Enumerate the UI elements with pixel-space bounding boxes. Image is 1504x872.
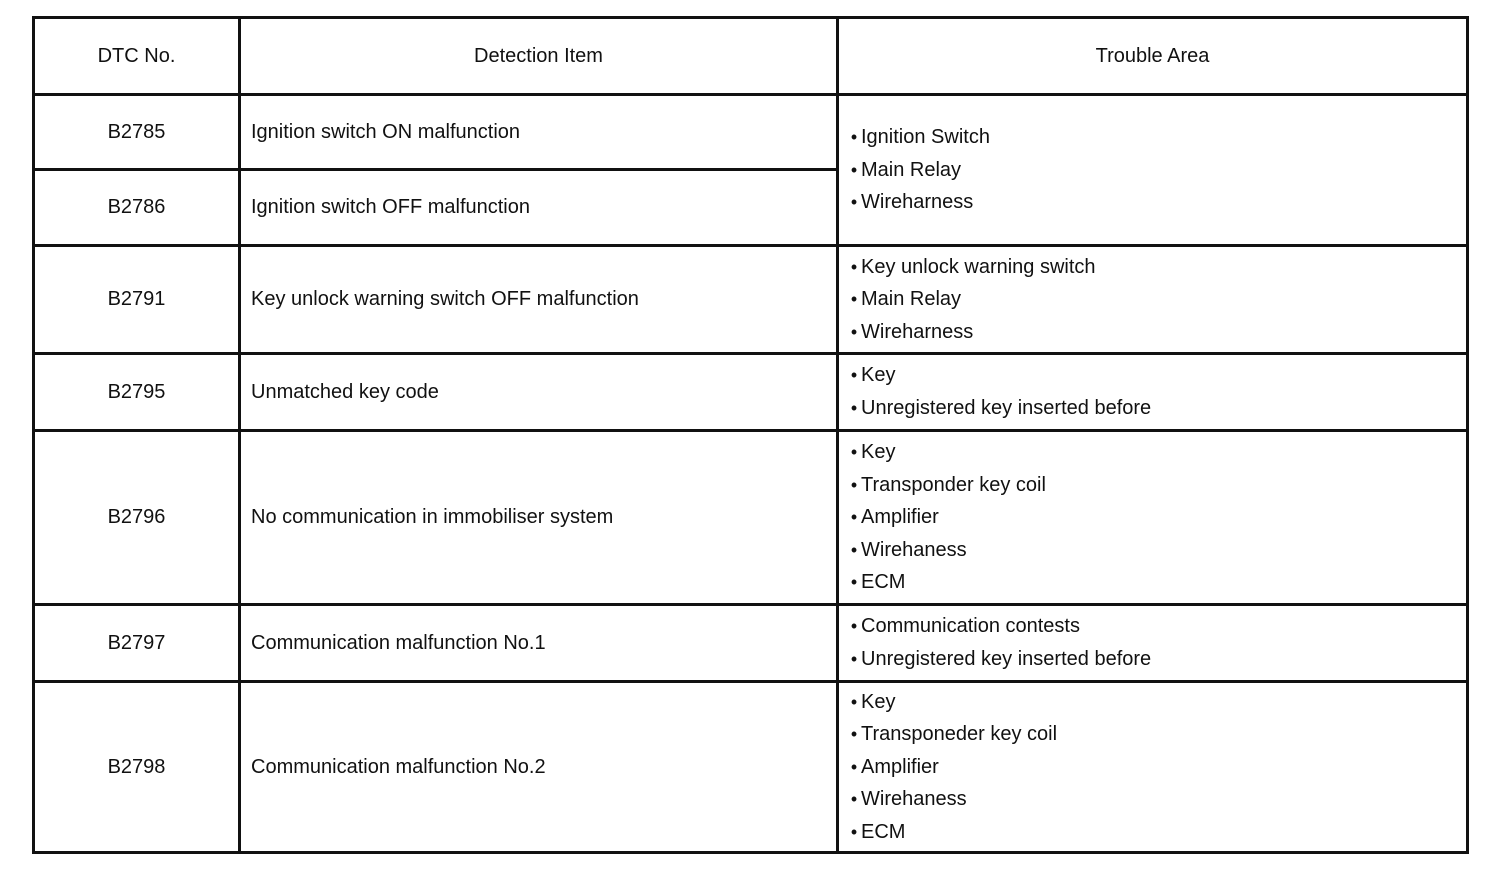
list-item: • Wirehaness: [847, 783, 1466, 816]
list-item: • Main Relay: [847, 154, 1466, 187]
table-row: [34, 431, 1468, 605]
detection-item: Unmatched key code: [240, 354, 838, 431]
trouble-area-list: [847, 359, 1466, 424]
list-item: • Wirehaness: [847, 534, 1466, 567]
table-row: [34, 605, 1468, 682]
detection-item: Key unlock warning switch OFF malfunction: [240, 246, 838, 354]
trouble-area: [838, 682, 1468, 853]
list-item: • Communication contests: [847, 610, 1466, 643]
list-item: • Amplifier: [847, 501, 1466, 534]
list-item: • ECM: [847, 566, 1466, 599]
header-detection-item: Detection Item: [240, 18, 838, 95]
trouble-area: [838, 605, 1468, 682]
trouble-area: [838, 246, 1468, 354]
table-row: [34, 246, 1468, 354]
detection-item: Ignition switch OFF malfunction: [240, 170, 838, 246]
list-item: • Unregistered key inserted before: [847, 643, 1466, 676]
list-item: • Transponder key coil: [847, 469, 1466, 502]
dtc-code: B2798: [34, 682, 240, 853]
table-row: [34, 95, 1468, 170]
table-row: [34, 682, 1468, 853]
dtc-table: [32, 16, 1469, 854]
detection-item: Communication malfunction No.2: [240, 682, 838, 853]
list-item: • Main Relay: [847, 283, 1466, 316]
table-row: [34, 354, 1468, 431]
header-dtc-no: DTC No.: [34, 18, 240, 95]
trouble-area-list: [847, 121, 1466, 219]
list-item: • Ignition Switch: [847, 121, 1466, 154]
list-item: • Key: [847, 686, 1466, 719]
list-item: • Transponeder key coil: [847, 718, 1466, 751]
list-item: • Key unlock warning switch: [847, 251, 1466, 284]
list-item: • Key: [847, 359, 1466, 392]
dtc-code: B2795: [34, 354, 240, 431]
trouble-area-list: [847, 251, 1466, 349]
trouble-area: [838, 431, 1468, 605]
list-item: • Amplifier: [847, 751, 1466, 784]
header-trouble-area: Trouble Area: [838, 18, 1468, 95]
header-row: [34, 18, 1468, 95]
trouble-area-list: [847, 436, 1466, 599]
trouble-area-list: [847, 686, 1466, 849]
trouble-area-list: [847, 610, 1466, 675]
trouble-area: [838, 354, 1468, 431]
dtc-code: B2797: [34, 605, 240, 682]
list-item: • ECM: [847, 816, 1466, 849]
dtc-code: B2786: [34, 170, 240, 246]
detection-item: Communication malfunction No.1: [240, 605, 838, 682]
detection-item: Ignition switch ON malfunction: [240, 95, 838, 170]
list-item: • Wireharness: [847, 316, 1466, 349]
trouble-area: [838, 95, 1468, 246]
list-item: • Unregistered key inserted before: [847, 392, 1466, 425]
list-item: • Key: [847, 436, 1466, 469]
dtc-code: B2785: [34, 95, 240, 170]
detection-item: No communication in immobiliser system: [240, 431, 838, 605]
dtc-code: B2796: [34, 431, 240, 605]
dtc-code: B2791: [34, 246, 240, 354]
list-item: • Wireharness: [847, 186, 1466, 219]
